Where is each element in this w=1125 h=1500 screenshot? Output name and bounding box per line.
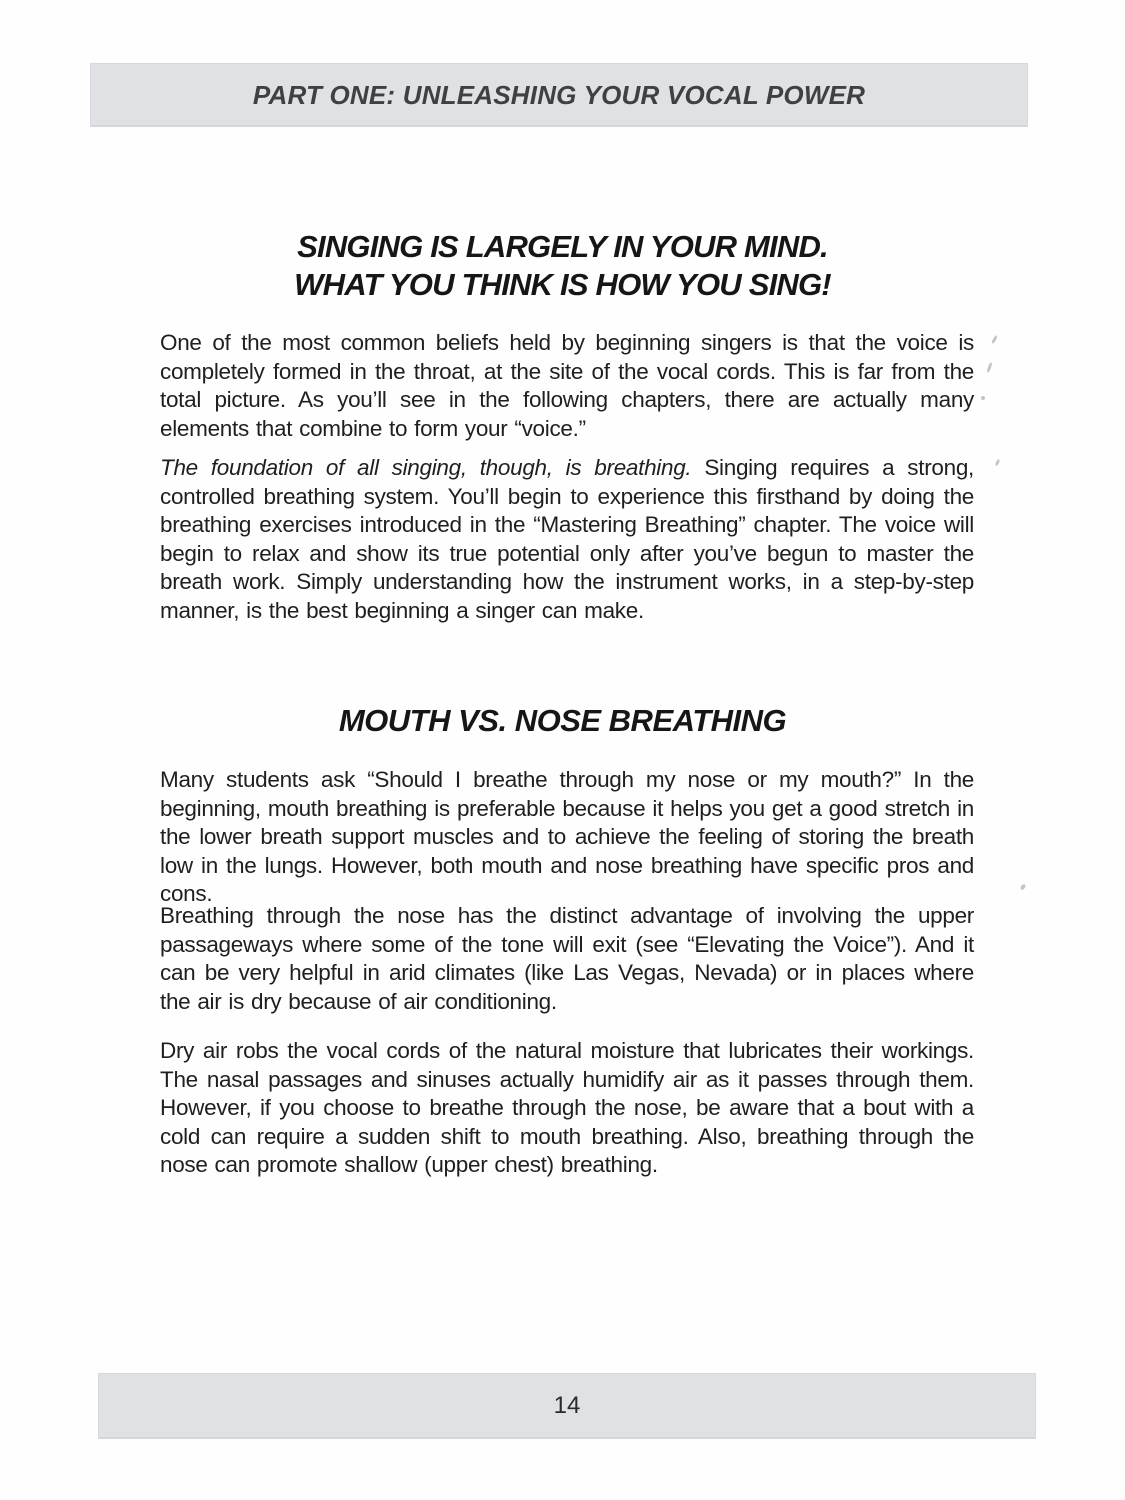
scan-artifact [995, 459, 1001, 467]
scan-artifact [986, 362, 993, 373]
paragraph-nose-advantages: Breathing through the nose has the distinct advantage of involving the upper passageways where some of the tone will exit (see “Elevating the Voice”). And it can be very helpful in arid climates (like Las Vegas, Nevada) or in places where the air is dry because of air conditioning. [160, 903, 974, 1014]
section-heading-mouth-vs-nose: MOUTH VS. NOSE BREATHING [338, 703, 787, 738]
paragraph-dry-air: Dry air robs the vocal cords of the natural moisture that lubricates their workings. The nasal passages and sinuses actually humidify air as it passes through them. However, if you choose to breathe through the nose, be aware that a bout with a cold can require a sudden shift to mouth breathing. Also, breathing through the nose can promote shallow (upper chest) breathing. [160, 1038, 974, 1178]
footer-bar [98, 1373, 1036, 1439]
header-bar [90, 63, 1028, 127]
running-head: PART ONE: UNLEASHING YOUR VOCAL POWER [252, 79, 866, 110]
paragraph-breathing-foundation-italic-lead: The foundation of all singing, though, is breathing. [160, 455, 692, 480]
chapter-title-line-1: SINGING IS LARGELY IN YOUR MIND. [297, 229, 828, 264]
scan-artifact [991, 335, 998, 344]
page-number: 14 [553, 1392, 581, 1419]
chapter-title-line-2: WHAT YOU THINK IS HOW YOU SING! [294, 267, 831, 302]
paragraph-breathing-foundation [160, 454, 974, 626]
paragraph-voice-beliefs: One of the most common beliefs held by beginning singers is that the voice is completely formed in the throat, at the site of the vocal cords. This is far from the total picture. As you’ll see in the following chapters, there are actually many elements that combine to form your “voice.” [160, 330, 974, 441]
paragraph-mouth-vs-nose-intro: Many students ask “Should I breathe through my nose or my mouth?” In the beginning, mouth breathing is preferable because it helps you get a good stretch in the lower breath support muscles and to achieve the feeling of storing the breath low in the lungs. However, both mouth and nose breathing have specific pros and cons. [160, 767, 974, 907]
scan-artifact [981, 396, 985, 400]
scan-artifact [1020, 883, 1027, 890]
paragraph-breathing-foundation-rest: Singing requires a strong, controlled breathing system. You’ll begin to experience this firsthand by doing the breathing exercises introduced in the “Mastering Breathing” chapter. The voice will begin to relax and show its true potential only after you’ve begun to master the breath work. Simply understanding how the instrument works, in a step-by-step manner, is the best beginning a singer can make. [160, 455, 974, 623]
chapter-title [0, 228, 1125, 304]
